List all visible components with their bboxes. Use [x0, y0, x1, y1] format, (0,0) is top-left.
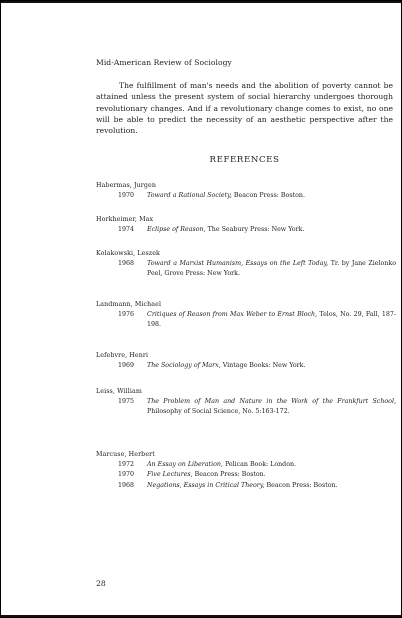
- reference-publisher: Telos, No. 29, Fall, 187-198.: [147, 311, 397, 329]
- reference-title: Negations, Essays in Critical Theory,: [147, 481, 265, 489]
- reference-entry: [96, 259, 396, 279]
- reference-title: Critiques of Reason from Max Weber to Ernst Bloch,: [147, 311, 318, 319]
- reference-lefebvre: [96, 351, 396, 371]
- reference-year: 1968: [118, 260, 135, 268]
- journal-header: Mid-American Review of Sociology: [96, 58, 232, 67]
- reference-title: Eclipse of Reason,: [147, 226, 206, 234]
- reference-year: 1974: [118, 226, 135, 234]
- reference-entry: [96, 225, 396, 235]
- reference-entry: [96, 460, 396, 470]
- page-number: 28: [96, 579, 106, 588]
- reference-landmann: [96, 300, 396, 331]
- reference-year: 1969: [118, 362, 135, 370]
- body-paragraph: The fulfillment of man's needs and the abolition of poverty cannot be attained unless the present system of social hierarchy undergoes thorough revolutionary changes. And if a revolutionary change comes to exist, no one will be able to predict the necessity of an aesthetic perspective after the revolution.: [96, 81, 393, 136]
- reference-year: 1975: [118, 398, 135, 406]
- reference-entry: [96, 481, 396, 491]
- reference-entry: [96, 191, 396, 201]
- reference-year: 1972: [118, 461, 135, 469]
- reference-title: An Essay on Liberation,: [147, 461, 223, 469]
- reference-publisher: Tr. by Jane Zielonko Peel, Grove Press: New York.: [147, 260, 396, 278]
- reference-author: Habermas, Jurgen: [96, 182, 156, 189]
- reference-entry: [96, 470, 396, 480]
- reference-year: 1970: [118, 471, 135, 479]
- scan-bottom-edge: [1, 615, 401, 617]
- reference-author: Marcuse, Herbert: [96, 451, 155, 458]
- reference-entry: [96, 310, 396, 330]
- reference-year: 1976: [118, 311, 135, 319]
- reference-author: Kolakowski, Leszek: [96, 250, 160, 257]
- reference-publisher: Pelican Book: London.: [222, 461, 297, 469]
- reference-title: Toward a Marxist Humanism, Essays on the Left Today,: [147, 260, 329, 268]
- reference-author: Lefebvre, Henri: [96, 352, 149, 359]
- scan-top-edge: [1, 1, 401, 3]
- reference-publisher: Vintage Books: New York.: [220, 362, 306, 370]
- reference-entry: [96, 397, 396, 417]
- reference-horkheimer: [96, 215, 396, 235]
- reference-author: Leiss, William: [96, 388, 142, 395]
- reference-title: Five Lectures,: [147, 471, 193, 479]
- reference-publisher: Beacon Press: Boston.: [264, 481, 338, 489]
- reference-entry: [96, 361, 396, 371]
- reference-title: The Sociology of Marx,: [147, 362, 221, 370]
- reference-publisher: The Seabury Press: New York.: [205, 226, 305, 234]
- reference-author: Horkheimer, Max: [96, 216, 154, 223]
- reference-author: Landmann, Michael: [96, 301, 162, 308]
- reference-habermas: [96, 181, 396, 201]
- reference-title: Toward a Rational Society,: [147, 192, 232, 200]
- reference-year: 1970: [118, 192, 135, 200]
- reference-publisher: Philosophy of Social Science, No. 5:163-172.: [147, 408, 290, 416]
- reference-kolakowski: [96, 249, 396, 280]
- reference-title: The Problem of Man and Nature in the Work of the Frankfurt School,: [147, 398, 396, 406]
- reference-publisher: Beacon Press: Boston.: [192, 471, 266, 479]
- reference-leiss: [96, 387, 396, 418]
- reference-marcuse: [96, 450, 396, 491]
- reference-publisher: Beacon Press: Boston.: [231, 192, 305, 200]
- references-heading: REFERENCES: [209, 155, 280, 165]
- reference-year: 1968: [118, 481, 135, 489]
